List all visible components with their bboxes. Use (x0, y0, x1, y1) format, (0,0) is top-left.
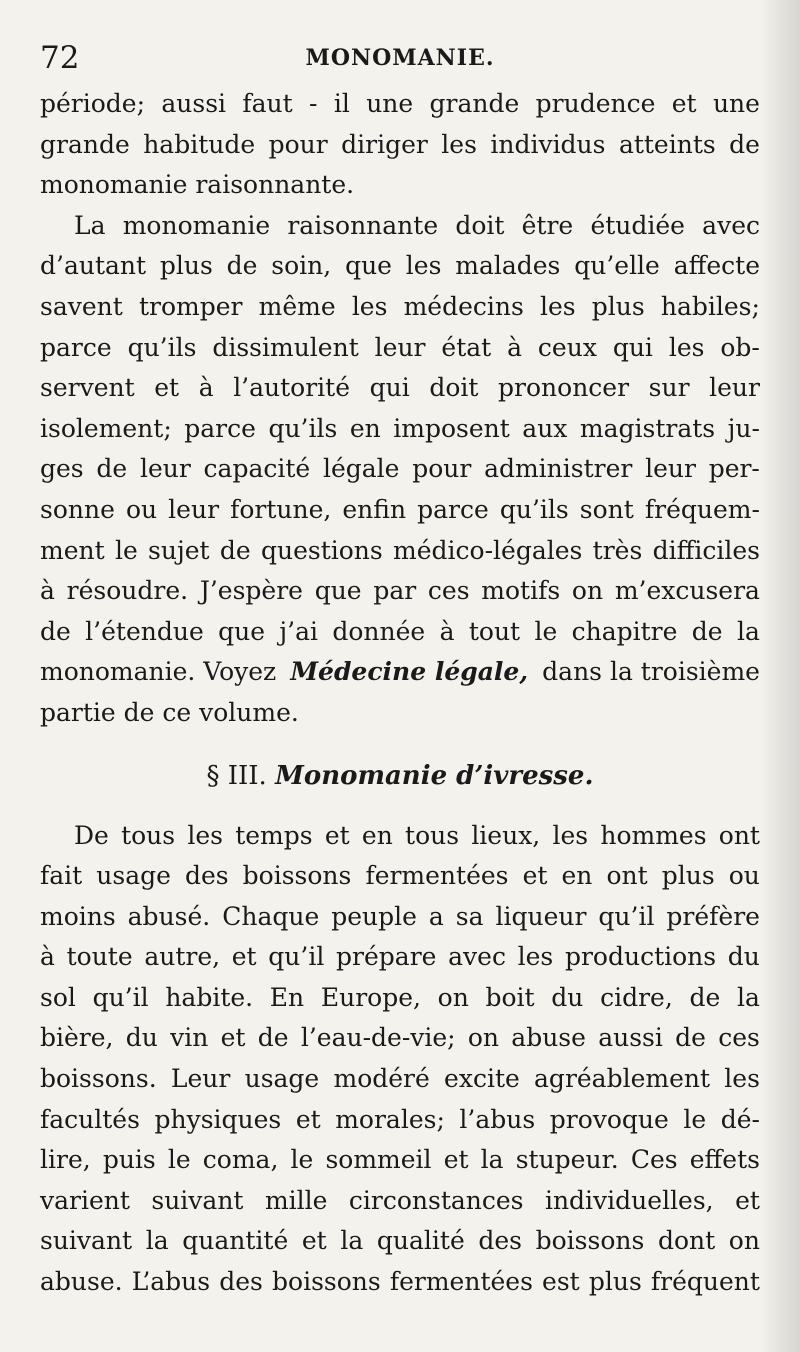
body-text (40, 84, 760, 1303)
text-line: ment le sujet de questions médico-légales très difficiles (40, 535, 760, 565)
text-segment: monomanie. Voyez (40, 657, 277, 687)
section-number: § III. (206, 760, 267, 791)
text-line: sonne ou leur fortune, enfin parce qu’ils sont fréquem- (40, 494, 760, 524)
text-line: sol qu’il habite. En Europe, on boit du cidre, de la (40, 982, 760, 1012)
text-line: partie de ce volume. (40, 697, 299, 727)
text-line: monomanie raisonnante. (40, 170, 355, 200)
text-line: à toute autre, et qu’il prépare avec les productions du (40, 942, 760, 972)
text-line-with-reference (40, 652, 760, 693)
text-line: servent et à l’autorité qui doit prononcer sur leur (40, 373, 760, 403)
text-line: facultés physiques et morales; l’abus provoque le dé- (40, 1104, 760, 1134)
text-line: moins abusé. Chaque peuple a sa liqueur qu’il préfère (40, 901, 760, 931)
page-header (40, 36, 760, 80)
text-line: période; aussi faut - il une grande prudence et une (40, 89, 760, 118)
text-line: fait usage des boissons fermentées et en ont plus ou (40, 861, 760, 891)
text-line: à résoudre. J’espère que par ces motifs on m’excusera (40, 576, 760, 606)
text-line: savent tromper même les médecins les plus habiles; (40, 291, 760, 321)
text-line: parce qu’ils dissimulent leur état à ceux qui les ob- (40, 332, 760, 362)
text-line: isolement; parce qu’ils en imposent aux magistrats ju- (40, 413, 760, 443)
text-line: grande habitude pour diriger les individus atteints de (40, 129, 760, 159)
text-line: De tous les temps et en tous lieux, les hommes ont (74, 820, 760, 850)
text-line: bière, du vin et de l’eau-de-vie; on abuse aussi de ces (40, 1023, 760, 1053)
text-line: varient suivant mille circonstances individuelles, et (40, 1185, 760, 1215)
page-number: 72 (40, 40, 80, 76)
section-title: Monomanie d’ivresse. (275, 760, 594, 791)
text-line: abuse. L’abus des boissons fermentées est plus fréquent (40, 1267, 760, 1297)
text-line: de l’étendue que j’ai donnée à tout le chapitre de la (40, 616, 760, 646)
text-line: ges de leur capacité légale pour administrer leur per- (40, 454, 760, 484)
text-line: lire, puis le coma, le sommeil et la stupeur. Ces effets (40, 1145, 760, 1175)
paragraph-2 (40, 206, 760, 734)
section-heading (40, 748, 760, 804)
cross-reference-title: Médecine légale, (290, 657, 529, 687)
text-segment: dans la troisième (542, 657, 760, 687)
paragraph-1 (40, 84, 760, 206)
paragraph-3 (40, 816, 760, 1303)
text-line: suivant la quantité et la qualité des boissons dont on (40, 1226, 760, 1256)
text-line: La monomanie raisonnante doit être étudiée avec (74, 210, 760, 240)
running-head: MONOMANIE. (305, 45, 495, 71)
text-line: d’autant plus de soin, que les malades qu’elle affecte (40, 251, 760, 281)
text-line: boissons. Leur usage modéré excite agréablement les (40, 1064, 760, 1094)
